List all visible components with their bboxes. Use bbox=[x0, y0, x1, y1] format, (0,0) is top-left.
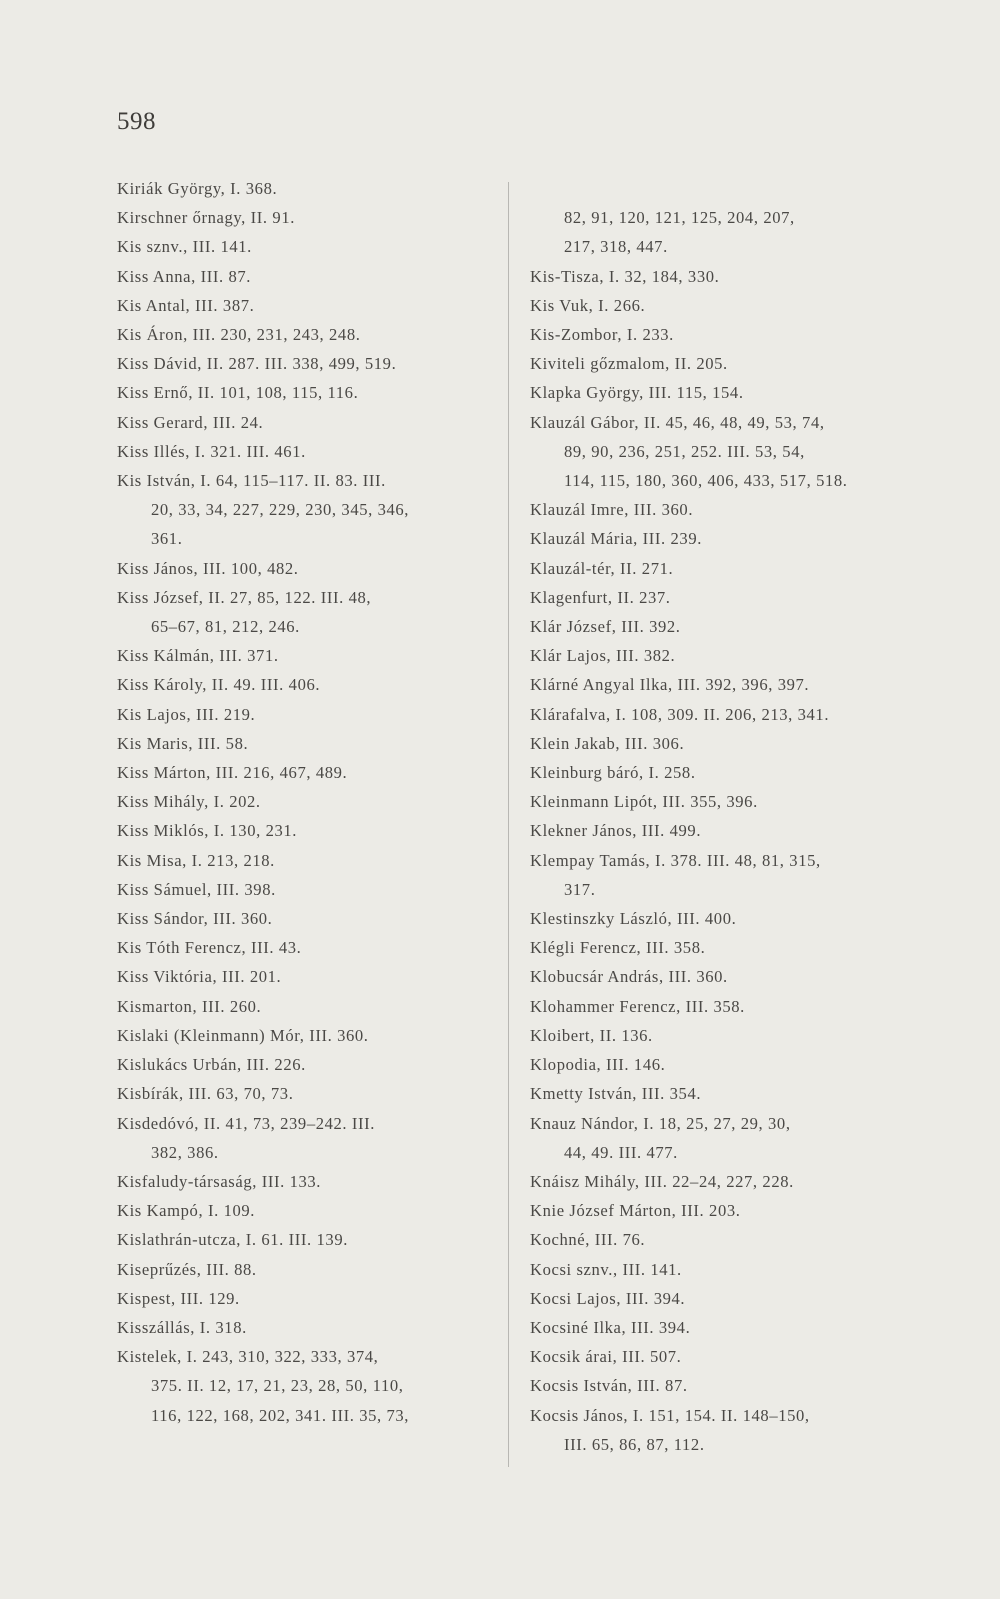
index-entry-line: Klapka György, III. 115, 154. bbox=[530, 383, 744, 403]
index-entry-continuation: 89, 90, 236, 251, 252. III. 53, 54, bbox=[564, 441, 805, 461]
index-entry bbox=[117, 1255, 487, 1284]
index-entry-line: Kis Vuk, I. 266. bbox=[530, 295, 646, 315]
index-entry-line: Kis-Zombor, I. 233. bbox=[530, 325, 674, 345]
index-entry bbox=[530, 641, 910, 670]
index-entry-continuation: 217, 318, 447. bbox=[564, 237, 668, 257]
index-entry bbox=[530, 1196, 910, 1225]
index-entry bbox=[530, 846, 910, 904]
index-entry-line: Kocsis István, III. 87. bbox=[530, 1376, 688, 1396]
index-entry-line: Kis Kampó, I. 109. bbox=[117, 1201, 256, 1221]
page-number: 598 bbox=[117, 108, 156, 135]
index-entry-line: Kocsis János, I. 151, 154. II. 148–150, bbox=[530, 1405, 810, 1425]
index-entry bbox=[530, 670, 910, 699]
index-entry bbox=[530, 1167, 910, 1196]
index-entry-line: Knauz Nándor, I. 18, 25, 27, 29, 30, bbox=[530, 1113, 791, 1133]
index-entry-continuation: III. 65, 86, 87, 112. bbox=[564, 1434, 705, 1454]
index-entry-line bbox=[530, 174, 910, 203]
index-entry-line: Kiss Sámuel, III. 398. bbox=[117, 879, 276, 899]
index-entry-line: Kiss Márton, III. 216, 467, 489. bbox=[117, 763, 348, 783]
index-entry bbox=[530, 524, 910, 553]
index-entry bbox=[117, 1313, 487, 1342]
index-entry bbox=[117, 1225, 487, 1254]
index-entry bbox=[530, 1255, 910, 1284]
index-entry-line: Kloibert, II. 136. bbox=[530, 1025, 653, 1045]
index-entry bbox=[530, 1401, 910, 1459]
index-entry-continuation: 317. bbox=[564, 879, 596, 899]
index-entry bbox=[530, 1109, 910, 1167]
index-entry-line: Klohammer Ferencz, III. 358. bbox=[530, 996, 745, 1016]
index-entry bbox=[530, 1313, 910, 1342]
index-entry-line: Klein Jakab, III. 306. bbox=[530, 733, 685, 753]
index-entry bbox=[117, 758, 487, 787]
index-entry-line: Kis Lajos, III. 219. bbox=[117, 704, 256, 724]
index-entry bbox=[117, 174, 487, 203]
index-entry bbox=[117, 320, 487, 349]
index-entry bbox=[117, 641, 487, 670]
index-entry bbox=[117, 349, 487, 378]
index-entry-line: Kocsik árai, III. 507. bbox=[530, 1347, 682, 1367]
index-entry bbox=[117, 904, 487, 933]
index-entry bbox=[117, 408, 487, 437]
index-entry-line: Knie József Márton, III. 203. bbox=[530, 1201, 741, 1221]
index-entry bbox=[117, 203, 487, 232]
index-entry bbox=[530, 1371, 910, 1400]
index-entry-continuation: 116, 122, 168, 202, 341. III. 35, 73, bbox=[151, 1405, 410, 1425]
index-entry-line: Kisbírák, III. 63, 70, 73. bbox=[117, 1084, 294, 1104]
index-column-right bbox=[530, 174, 910, 1459]
index-entry bbox=[117, 262, 487, 291]
index-entry bbox=[530, 787, 910, 816]
index-entry-line: Klár Lajos, III. 382. bbox=[530, 646, 676, 666]
index-entry bbox=[530, 962, 910, 991]
index-entry-line: Kiss Kálmán, III. 371. bbox=[117, 646, 279, 666]
index-entry-line: Kiviteli gőzmalom, II. 205. bbox=[530, 354, 728, 374]
index-entry bbox=[530, 1342, 910, 1371]
index-entry-line: Kislathrán-utcza, I. 61. III. 139. bbox=[117, 1230, 348, 1250]
index-entry bbox=[530, 700, 910, 729]
index-entry-continuation: 361. bbox=[151, 529, 183, 549]
index-entry-line: Kis Tóth Ferencz, III. 43. bbox=[117, 938, 302, 958]
index-entry-line: Kiss Ernő, II. 101, 108, 115, 116. bbox=[117, 383, 359, 403]
index-entry-line: Kispest, III. 129. bbox=[117, 1288, 240, 1308]
index-entry-line: Kistelek, I. 243, 310, 322, 333, 374, bbox=[117, 1347, 379, 1367]
index-entry bbox=[530, 933, 910, 962]
index-entry-line: Kiss Mihály, I. 202. bbox=[117, 792, 261, 812]
index-entry-line: Kisfaludy-társaság, III. 133. bbox=[117, 1171, 322, 1191]
index-entry-line: Klobucsár András, III. 360. bbox=[530, 967, 728, 987]
index-entry bbox=[530, 262, 910, 291]
index-entry-line: Klopodia, III. 146. bbox=[530, 1055, 666, 1075]
index-entry-line: Kiss Gerard, III. 24. bbox=[117, 412, 264, 432]
index-entry bbox=[530, 349, 910, 378]
index-entry bbox=[530, 992, 910, 1021]
index-entry bbox=[117, 875, 487, 904]
index-entry-line: Klekner János, III. 499. bbox=[530, 821, 702, 841]
index-entry-line: Klestinszky László, III. 400. bbox=[530, 909, 737, 929]
index-entry bbox=[530, 904, 910, 933]
index-entry bbox=[530, 1050, 910, 1079]
index-entry-line: Kiss Viktória, III. 201. bbox=[117, 967, 282, 987]
index-entry bbox=[117, 1167, 487, 1196]
index-entry bbox=[530, 1284, 910, 1313]
index-entry bbox=[530, 758, 910, 787]
index-entry-line: Kochné, III. 76. bbox=[530, 1230, 646, 1250]
index-entry-line: Kisdedóvó, II. 41, 73, 239–242. III. bbox=[117, 1113, 376, 1133]
index-entry-line: Kisszállás, I. 318. bbox=[117, 1317, 247, 1337]
index-entry bbox=[117, 1021, 487, 1050]
index-entry bbox=[117, 846, 487, 875]
index-entry bbox=[530, 1079, 910, 1108]
index-entry-line: Kleinburg báró, I. 258. bbox=[530, 763, 696, 783]
index-entry-line: Kocsi sznv., III. 141. bbox=[530, 1259, 682, 1279]
index-entry bbox=[117, 1079, 487, 1108]
index-entry bbox=[117, 1109, 487, 1167]
index-entry-continuation: 114, 115, 180, 360, 406, 433, 517, 518. bbox=[564, 471, 848, 491]
index-entry-line: Knáisz Mihály, III. 22–24, 227, 228. bbox=[530, 1171, 794, 1191]
index-entry bbox=[530, 378, 910, 407]
index-entry bbox=[117, 466, 487, 554]
index-entry bbox=[530, 320, 910, 349]
index-entry-line: Kiss Dávid, II. 287. III. 338, 499, 519. bbox=[117, 354, 397, 374]
index-entry bbox=[117, 1050, 487, 1079]
index-entry bbox=[530, 174, 910, 262]
index-entry bbox=[117, 1284, 487, 1313]
index-entry-line: Klégli Ferencz, III. 358. bbox=[530, 938, 706, 958]
index-entry bbox=[117, 670, 487, 699]
index-entry-line: Kis István, I. 64, 115–117. II. 83. III. bbox=[117, 471, 386, 491]
index-entry-line: Kis Áron, III. 230, 231, 243, 248. bbox=[117, 325, 361, 345]
index-entry-line: Klauzál Imre, III. 360. bbox=[530, 500, 694, 520]
index-entry bbox=[530, 495, 910, 524]
index-entry bbox=[530, 1225, 910, 1254]
index-entry-continuation: 382, 386. bbox=[151, 1142, 219, 1162]
index-entry-line: Klauzál Gábor, II. 45, 46, 48, 49, 53, 74, bbox=[530, 412, 825, 432]
index-entry-line: Kirschner őrnagy, II. 91. bbox=[117, 208, 295, 228]
index-entry-line: Kis Antal, III. 387. bbox=[117, 295, 255, 315]
index-entry-line: Klár József, III. 392. bbox=[530, 617, 681, 637]
index-entry bbox=[530, 554, 910, 583]
index-entry-continuation: 82, 91, 120, 121, 125, 204, 207, bbox=[564, 208, 795, 228]
index-entry-line: Kiss Miklós, I. 130, 231. bbox=[117, 821, 298, 841]
index-entry-line: Klauzál-tér, II. 271. bbox=[530, 558, 674, 578]
index-entry bbox=[117, 554, 487, 583]
index-entry-line: Kiss Anna, III. 87. bbox=[117, 266, 251, 286]
index-entry-line: Kis Maris, III. 58. bbox=[117, 733, 249, 753]
index-entry bbox=[117, 437, 487, 466]
index-entry bbox=[117, 816, 487, 845]
index-entry-line: Kis Misa, I. 213, 218. bbox=[117, 850, 275, 870]
index-entry bbox=[530, 408, 910, 496]
index-entry-line: Kislukács Urbán, III. 226. bbox=[117, 1055, 306, 1075]
index-entry bbox=[530, 816, 910, 845]
index-entry bbox=[530, 1021, 910, 1050]
index-entry bbox=[530, 729, 910, 758]
index-entry bbox=[117, 232, 487, 261]
index-entry bbox=[117, 700, 487, 729]
index-entry-line: Kiseprűzés, III. 88. bbox=[117, 1259, 257, 1279]
index-entry-continuation: 44, 49. III. 477. bbox=[564, 1142, 678, 1162]
index-entry-line: Kiss János, III. 100, 482. bbox=[117, 558, 299, 578]
index-entry bbox=[117, 992, 487, 1021]
column-divider bbox=[508, 182, 509, 1467]
index-entry bbox=[117, 729, 487, 758]
index-entry bbox=[530, 612, 910, 641]
index-entry bbox=[117, 933, 487, 962]
index-entry bbox=[530, 583, 910, 612]
index-entry-line: Kleinmann Lipót, III. 355, 396. bbox=[530, 792, 758, 812]
index-entry bbox=[117, 1196, 487, 1225]
index-column-left bbox=[117, 174, 487, 1430]
index-entry bbox=[117, 1342, 487, 1430]
index-entry-line: Kiss Illés, I. 321. III. 461. bbox=[117, 441, 306, 461]
index-entry bbox=[117, 962, 487, 991]
index-entry-line: Kiss Sándor, III. 360. bbox=[117, 909, 273, 929]
index-entry bbox=[117, 378, 487, 407]
index-entry-line: Kocsi Lajos, III. 394. bbox=[530, 1288, 686, 1308]
index-entry-line: Kislaki (Kleinmann) Mór, III. 360. bbox=[117, 1025, 369, 1045]
index-entry-line: Kiss József, II. 27, 85, 122. III. 48, bbox=[117, 587, 372, 607]
index-entry-line: Kmetty István, III. 354. bbox=[530, 1084, 702, 1104]
index-entry-line: Klauzál Mária, III. 239. bbox=[530, 529, 702, 549]
index-entry bbox=[117, 291, 487, 320]
index-entry-line: Kismarton, III. 260. bbox=[117, 996, 262, 1016]
index-entry bbox=[530, 291, 910, 320]
index-entry-line: Klempay Tamás, I. 378. III. 48, 81, 315, bbox=[530, 850, 821, 870]
index-entry bbox=[117, 583, 487, 641]
index-entry-line: Kis-Tisza, I. 32, 184, 330. bbox=[530, 266, 720, 286]
index-entry-line: Kis sznv., III. 141. bbox=[117, 237, 252, 257]
index-entry-continuation: 375. II. 12, 17, 21, 23, 28, 50, 110, bbox=[151, 1376, 404, 1396]
index-entry-continuation: 65–67, 81, 212, 246. bbox=[151, 617, 300, 637]
index-entry-line: Kiriák György, I. 368. bbox=[117, 179, 278, 198]
index-entry-line: Klagenfurt, II. 237. bbox=[530, 587, 671, 607]
index-entry-line: Kocsiné Ilka, III. 394. bbox=[530, 1317, 691, 1337]
index-entry-line: Klárné Angyal Ilka, III. 392, 396, 397. bbox=[530, 675, 810, 695]
index-entry-line: Kiss Károly, II. 49. III. 406. bbox=[117, 675, 321, 695]
index-entry-continuation: 20, 33, 34, 227, 229, 230, 345, 346, bbox=[151, 500, 410, 520]
index-entry-line: Klárafalva, I. 108, 309. II. 206, 213, 341. bbox=[530, 704, 830, 724]
index-entry bbox=[117, 787, 487, 816]
